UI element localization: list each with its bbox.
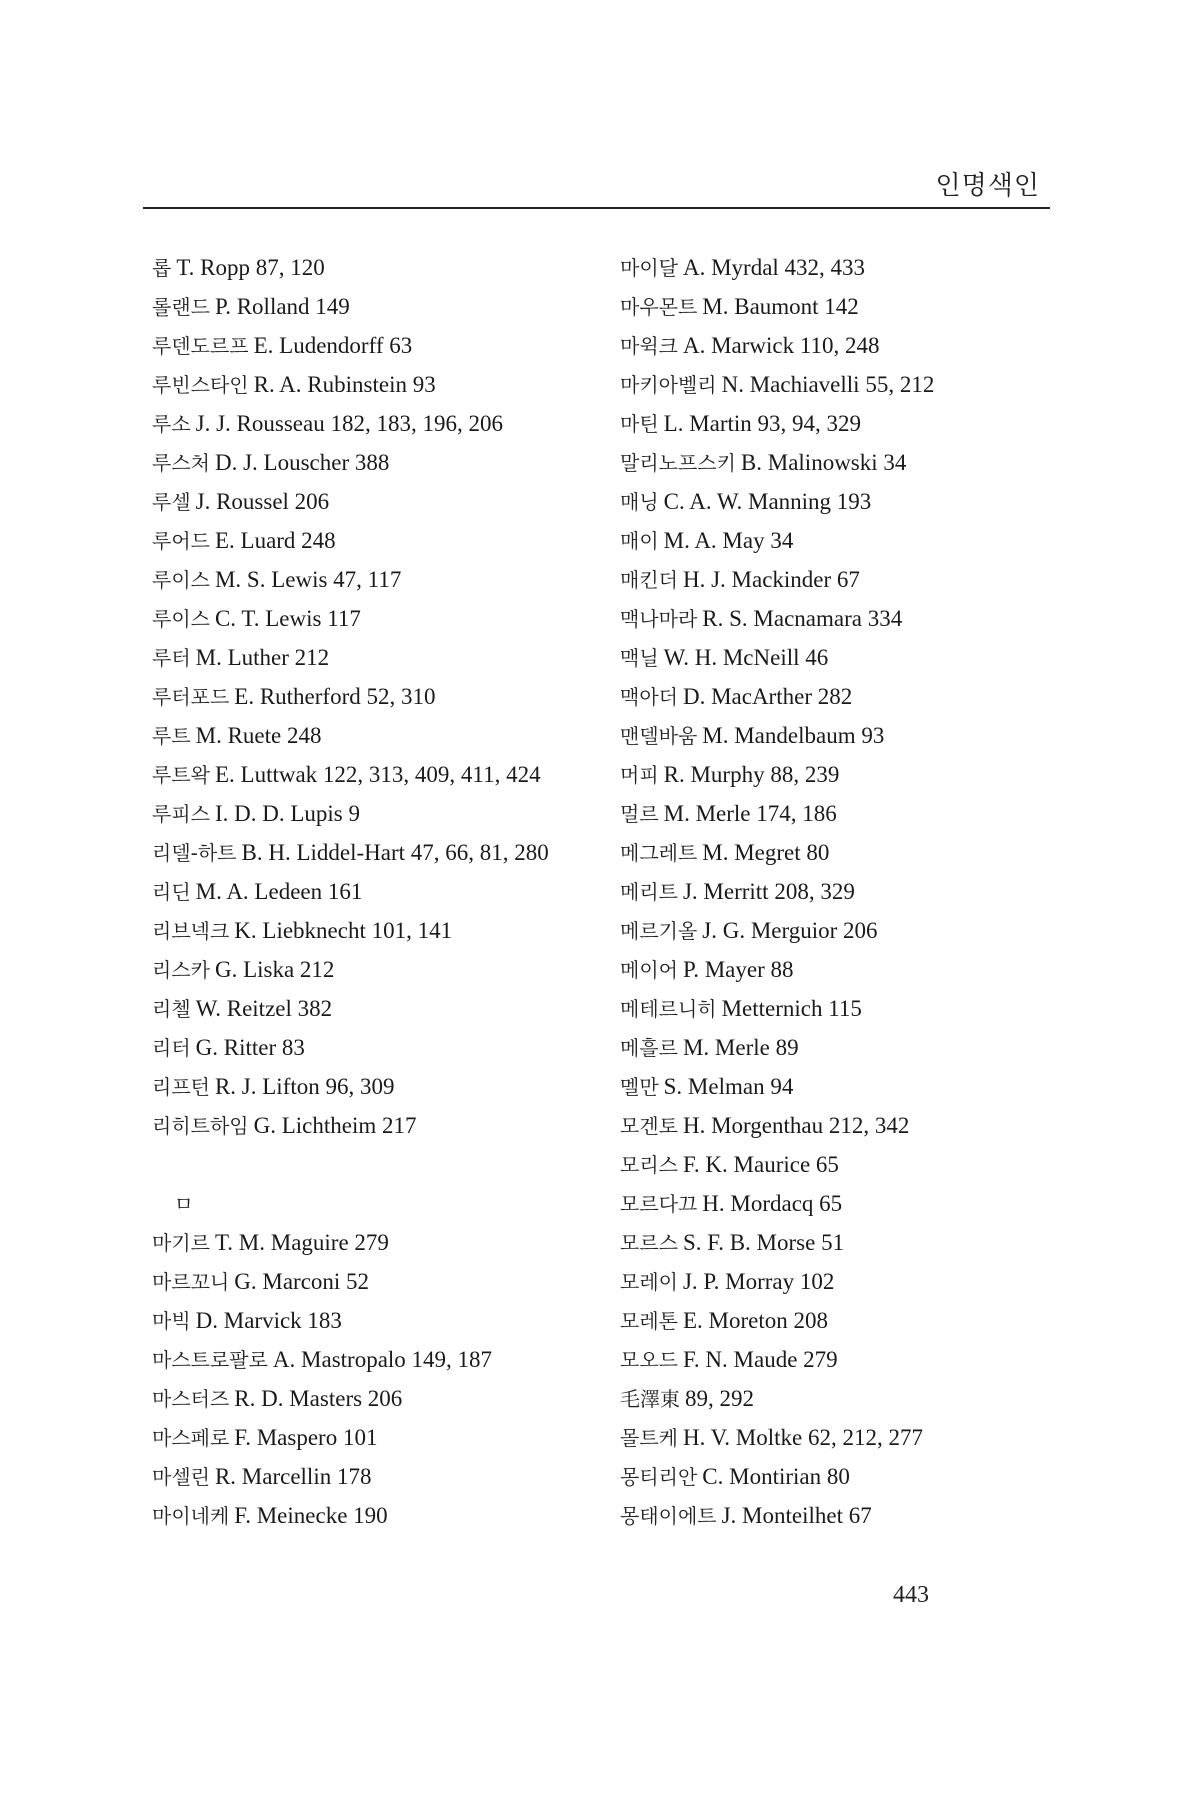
entry-name-and-pages: H. V. Moltke 62, 212, 277: [682, 1425, 923, 1450]
entry-korean-name: 마르꼬니: [152, 1270, 230, 1294]
index-column-left: [152, 248, 549, 1535]
entry-name-and-pages: M. Mandelbaum 93: [702, 723, 885, 748]
entry-name-and-pages: J. Monteilhet 67: [721, 1503, 872, 1528]
entry-name-and-pages: A. Marwick 110, 248: [682, 333, 880, 358]
entry-korean-name: 모레이: [620, 1270, 678, 1294]
entry-name-and-pages: Metternich 115: [721, 996, 862, 1021]
entry-korean-name: 마스터즈: [152, 1387, 230, 1411]
entry-name-and-pages: A. Myrdal 432, 433: [682, 255, 866, 280]
index-entry: [152, 1028, 549, 1067]
index-entry: [152, 365, 549, 404]
entry-name-and-pages: I. D. D. Lupis 9: [214, 801, 360, 826]
entry-korean-name: 마키아벨리: [620, 373, 717, 397]
section-gap: [152, 1145, 549, 1184]
index-entry: [620, 950, 934, 989]
index-entry: [620, 833, 934, 872]
index-entry: [620, 248, 934, 287]
index-entry: [620, 365, 934, 404]
index-entry: [152, 1106, 549, 1145]
entry-korean-name: 리델-하트: [152, 841, 237, 865]
entry-korean-name: 리히트하임: [152, 1114, 249, 1138]
index-entry: [152, 989, 549, 1028]
entry-name-and-pages: A. Mastropalo 149, 187: [272, 1347, 493, 1372]
entry-name-and-pages: J. Merritt 208, 329: [682, 879, 855, 904]
index-entry: [620, 1106, 934, 1145]
index-entry: [620, 287, 934, 326]
entry-korean-name: 루트: [152, 724, 191, 748]
index-entry: [620, 404, 934, 443]
entry-korean-name: 맨델바움: [620, 724, 698, 748]
entry-korean-name: 루터포드: [152, 685, 230, 709]
entry-name-and-pages: E. Rutherford 52, 310: [234, 684, 436, 709]
entry-name-and-pages: R. J. Lifton 96, 309: [214, 1074, 395, 1099]
running-head: 인명색인: [935, 171, 1040, 201]
entry-name-and-pages: B. Malinowski 34: [740, 450, 907, 475]
entry-korean-name: 리딘: [152, 880, 191, 904]
index-entry: [620, 794, 934, 833]
index-entry: [620, 482, 934, 521]
entry-name-and-pages: D. J. Louscher 388: [214, 450, 390, 475]
entry-korean-name: 몽태이에트: [620, 1504, 717, 1528]
entry-name-and-pages: E. Luttwak 122, 313, 409, 411, 424: [214, 762, 541, 787]
index-entry: [152, 677, 549, 716]
entry-korean-name: 롤랜드: [152, 295, 210, 319]
entry-name-and-pages: T. M. Maguire 279: [214, 1230, 389, 1255]
entry-name-and-pages: S. Melman 94: [663, 1074, 794, 1099]
entry-name-and-pages: R. S. Macnamara 334: [702, 606, 903, 631]
index-entry: [620, 1262, 934, 1301]
entry-korean-name: 메리트: [620, 880, 678, 904]
entry-korean-name: 모르스: [620, 1231, 678, 1255]
entry-name-and-pages: E. Moreton 208: [682, 1308, 828, 1333]
entry-korean-name: 메테르니히: [620, 997, 717, 1021]
entry-korean-name: 맥닐: [620, 646, 659, 670]
entry-name-and-pages: B. H. Liddel-Hart 47, 66, 81, 280: [241, 840, 549, 865]
entry-name-and-pages: G. Lichtheim 217: [253, 1113, 417, 1138]
entry-name-and-pages: H. Morgenthau 212, 342: [682, 1113, 910, 1138]
entry-name-and-pages: C. T. Lewis 117: [214, 606, 361, 631]
index-entry: [152, 521, 549, 560]
entry-korean-name: 毛澤東: [620, 1387, 680, 1411]
entry-name-and-pages: M. S. Lewis 47, 117: [214, 567, 402, 592]
index-entry: [620, 1379, 934, 1418]
index-entry: [152, 1067, 549, 1106]
entry-name-and-pages: G. Marconi 52: [234, 1269, 370, 1294]
entry-korean-name: 메그레트: [620, 841, 698, 865]
header-rule: [143, 207, 1050, 209]
entry-name-and-pages: H. Mordacq 65: [702, 1191, 843, 1216]
entry-korean-name: 마빅: [152, 1309, 191, 1333]
index-entry: [620, 443, 934, 482]
entry-korean-name: 루빈스타인: [152, 373, 249, 397]
index-entry: [152, 404, 549, 443]
entry-korean-name: 리스카: [152, 958, 210, 982]
entry-name-and-pages: D. Marvick 183: [195, 1308, 342, 1333]
entry-korean-name: 몽티리안: [620, 1465, 698, 1489]
index-entry: [620, 1418, 934, 1457]
entry-name-and-pages: F. K. Maurice 65: [682, 1152, 839, 1177]
index-entry: [152, 911, 549, 950]
entry-name-and-pages: J. P. Morray 102: [682, 1269, 835, 1294]
entry-name-and-pages: M. A. Ledeen 161: [195, 879, 363, 904]
index-entry: [152, 755, 549, 794]
entry-korean-name: 마우몬트: [620, 295, 698, 319]
entry-name-and-pages: C. Montirian 80: [702, 1464, 850, 1489]
entry-korean-name: 매킨더: [620, 568, 678, 592]
entry-korean-name: 루소: [152, 412, 191, 436]
entry-name-and-pages: M. Merle 89: [682, 1035, 799, 1060]
entry-korean-name: 메르기올: [620, 919, 698, 943]
entry-name-and-pages: E. Luard 248: [214, 528, 336, 553]
entry-korean-name: 멀르: [620, 802, 659, 826]
entry-korean-name: 매이: [620, 529, 659, 553]
entry-name-and-pages: M. Luther 212: [195, 645, 330, 670]
entry-korean-name: 루셀: [152, 490, 191, 514]
page-number: 443: [893, 1582, 929, 1608]
section-letter: ㅁ: [174, 1192, 194, 1216]
entry-korean-name: 루스처: [152, 451, 210, 475]
entry-name-and-pages: H. J. Mackinder 67: [682, 567, 860, 592]
index-entry: [152, 1301, 549, 1340]
entry-korean-name: 모르다끄: [620, 1192, 698, 1216]
entry-korean-name: 마스페로: [152, 1426, 230, 1450]
entry-korean-name: 루터: [152, 646, 191, 670]
entry-name-and-pages: W. Reitzel 382: [195, 996, 333, 1021]
index-entry: [152, 1457, 549, 1496]
index-entry: [620, 1145, 934, 1184]
entry-name-and-pages: M. Ruete 248: [195, 723, 322, 748]
entry-korean-name: 모레톤: [620, 1309, 678, 1333]
index-entry: [620, 1496, 934, 1535]
entry-name-and-pages: C. A. W. Manning 193: [663, 489, 872, 514]
index-entry: [620, 560, 934, 599]
entry-name-and-pages: T. Ropp 87, 120: [176, 255, 325, 280]
section-heading: [152, 1184, 549, 1223]
index-entry: [620, 1457, 934, 1496]
index-entry: [620, 989, 934, 1028]
entry-name-and-pages: G. Ritter 83: [195, 1035, 305, 1060]
index-entry: [620, 326, 934, 365]
entry-name-and-pages: D. MacArther 282: [682, 684, 853, 709]
entry-name-and-pages: J. J. Rousseau 182, 183, 196, 206: [195, 411, 503, 436]
index-entry: [152, 794, 549, 833]
entry-korean-name: 머피: [620, 763, 659, 787]
index-entry: [152, 833, 549, 872]
entry-korean-name: 마틴: [620, 412, 659, 436]
entry-korean-name: 루어드: [152, 529, 210, 553]
entry-korean-name: 말리노프스키: [620, 451, 736, 475]
index-entry: [620, 716, 934, 755]
entry-name-and-pages: F. Maspero 101: [234, 1425, 378, 1450]
index-entry: [152, 482, 549, 521]
entry-korean-name: 맥아더: [620, 685, 678, 709]
entry-name-and-pages: P. Mayer 88: [682, 957, 794, 982]
entry-korean-name: 마이네케: [152, 1504, 230, 1528]
index-entry: [620, 521, 934, 560]
entry-korean-name: 리첼: [152, 997, 191, 1021]
index-entry: [620, 677, 934, 716]
entry-korean-name: 메이어: [620, 958, 678, 982]
entry-korean-name: 마스트로팔로: [152, 1348, 268, 1372]
index-entry: [620, 638, 934, 677]
entry-name-and-pages: R. Marcellin 178: [214, 1464, 372, 1489]
entry-name-and-pages: S. F. B. Morse 51: [682, 1230, 845, 1255]
entry-korean-name: 리브넥크: [152, 919, 230, 943]
entry-korean-name: 메흘르: [620, 1036, 678, 1060]
index-entry: [152, 1379, 549, 1418]
index-entry: [620, 1028, 934, 1067]
index-entry: [152, 560, 549, 599]
entry-name-and-pages: M. A. May 34: [663, 528, 794, 553]
index-entry: [620, 1223, 934, 1262]
index-entry: [620, 1340, 934, 1379]
entry-korean-name: 리터: [152, 1036, 191, 1060]
entry-name-and-pages: G. Liska 212: [214, 957, 335, 982]
entry-korean-name: 루트왁: [152, 763, 210, 787]
index-entry: [620, 872, 934, 911]
index-entry: [620, 599, 934, 638]
entry-name-and-pages: M. Merle 174, 186: [663, 801, 837, 826]
entry-name-and-pages: R. A. Rubinstein 93: [253, 372, 436, 397]
entry-name-and-pages: K. Liebknecht 101, 141: [234, 918, 453, 943]
entry-name-and-pages: M. Megret 80: [702, 840, 830, 865]
index-entry: [152, 1262, 549, 1301]
index-entry: [152, 1223, 549, 1262]
entry-name-and-pages: P. Rolland 149: [214, 294, 350, 319]
entry-name-and-pages: M. Baumont 142: [702, 294, 859, 319]
entry-name-and-pages: R. D. Masters 206: [234, 1386, 403, 1411]
index-entry: [152, 872, 549, 911]
entry-korean-name: 몰트케: [620, 1426, 678, 1450]
entry-name-and-pages: F. N. Maude 279: [682, 1347, 838, 1372]
entry-korean-name: 루피스: [152, 802, 210, 826]
entry-name-and-pages: 89, 292: [685, 1386, 754, 1411]
entry-name-and-pages: J. G. Merguior 206: [702, 918, 878, 943]
entry-korean-name: 루이스: [152, 607, 210, 631]
entry-name-and-pages: R. Murphy 88, 239: [663, 762, 840, 787]
index-entry: [152, 1340, 549, 1379]
entry-korean-name: 멜만: [620, 1075, 659, 1099]
index-entry: [620, 911, 934, 950]
index-entry: [620, 1301, 934, 1340]
entry-korean-name: 모오드: [620, 1348, 678, 1372]
entry-name-and-pages: F. Meinecke 190: [234, 1503, 388, 1528]
index-entry: [152, 287, 549, 326]
index-entry: [152, 716, 549, 755]
entry-korean-name: 롭: [152, 256, 172, 280]
entry-name-and-pages: L. Martin 93, 94, 329: [663, 411, 862, 436]
entry-korean-name: 모리스: [620, 1153, 678, 1177]
entry-korean-name: 마윅크: [620, 334, 678, 358]
entry-korean-name: 마기르: [152, 1231, 210, 1255]
entry-korean-name: 맥나마라: [620, 607, 698, 631]
index-entry: [152, 326, 549, 365]
index-entry: [152, 248, 549, 287]
index-entry: [152, 638, 549, 677]
index-entry: [620, 1067, 934, 1106]
entry-name-and-pages: N. Machiavelli 55, 212: [721, 372, 935, 397]
entry-name-and-pages: J. Roussel 206: [195, 489, 330, 514]
entry-korean-name: 루덴도르프: [152, 334, 249, 358]
entry-korean-name: 루이스: [152, 568, 210, 592]
index-entry: [152, 1496, 549, 1535]
entry-name-and-pages: W. H. McNeill 46: [663, 645, 829, 670]
index-entry: [620, 755, 934, 794]
entry-korean-name: 마셀린: [152, 1465, 210, 1489]
index-entry: [152, 950, 549, 989]
entry-name-and-pages: E. Ludendorff 63: [253, 333, 413, 358]
entry-korean-name: 마이달: [620, 256, 678, 280]
entry-korean-name: 매닝: [620, 490, 659, 514]
index-column-right: [620, 248, 934, 1535]
entry-korean-name: 리프턴: [152, 1075, 210, 1099]
index-entry: [620, 1184, 934, 1223]
index-entry: [152, 1418, 549, 1457]
index-entry: [152, 599, 549, 638]
index-entry: [152, 443, 549, 482]
entry-korean-name: 모겐토: [620, 1114, 678, 1138]
